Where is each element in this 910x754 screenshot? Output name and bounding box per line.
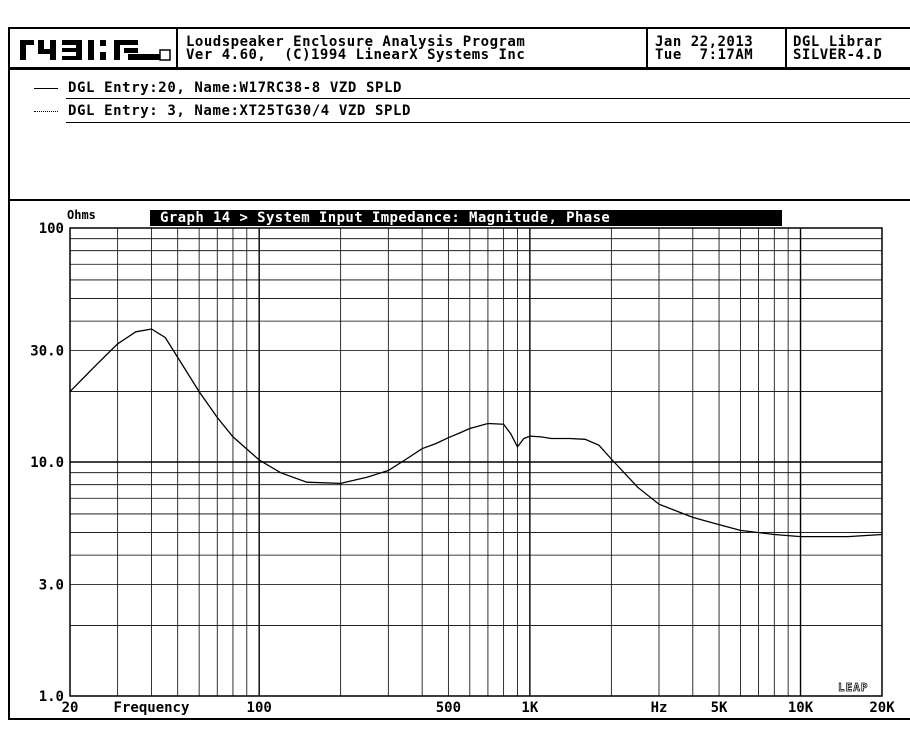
impedance-curve: [70, 329, 882, 537]
x-tick-label: 20K: [869, 700, 895, 716]
x-tick-label: 5K: [710, 700, 728, 716]
program-title-line2: Ver 4.60, (C)1994 LinearX Systems Inc: [186, 47, 526, 63]
library-line1: DGL Librar: [793, 34, 883, 50]
chart-grid: [70, 228, 882, 696]
x-tick-label: 10K: [787, 700, 814, 716]
y-tick-label: 30.0: [30, 343, 64, 360]
y-tick-label: 1.0: [38, 689, 64, 705]
date-line: Jan 22,2013: [655, 34, 754, 50]
x-tick-label: 500: [435, 700, 462, 716]
y-unit-label: Ohms: [67, 208, 96, 222]
graph-title: Graph 14 > System Input Impedance: Magnitude, Phase: [160, 210, 611, 226]
x-tick-label: 20: [61, 700, 79, 716]
program-title-line1: Loudspeaker Enclosure Analysis Program: [186, 34, 526, 50]
time-line: Tue 7:17AM: [655, 47, 754, 63]
y-tick-label: 3.0: [38, 577, 64, 594]
x-axis-text: [114, 700, 668, 716]
x-axis-label: Frequency: [113, 700, 190, 716]
library-line2: SILVER-4.D: [793, 47, 883, 63]
x-axis-label: Hz: [650, 700, 668, 716]
leap-watermark: LEAP: [838, 681, 869, 694]
legend-entry-2: DGL Entry: 3, Name:XT25TG30/4 VZD SPLD: [68, 103, 412, 119]
x-tick-label: 100: [246, 700, 272, 716]
legend-entry-1: DGL Entry:20, Name:W17RC38-8 VZD SPLD: [68, 80, 403, 96]
y-tick-labels: [30, 221, 64, 705]
y-tick-label: 10.0: [30, 455, 64, 471]
x-tick-label: 1K: [521, 700, 539, 716]
y-tick-label: 100: [38, 221, 64, 237]
